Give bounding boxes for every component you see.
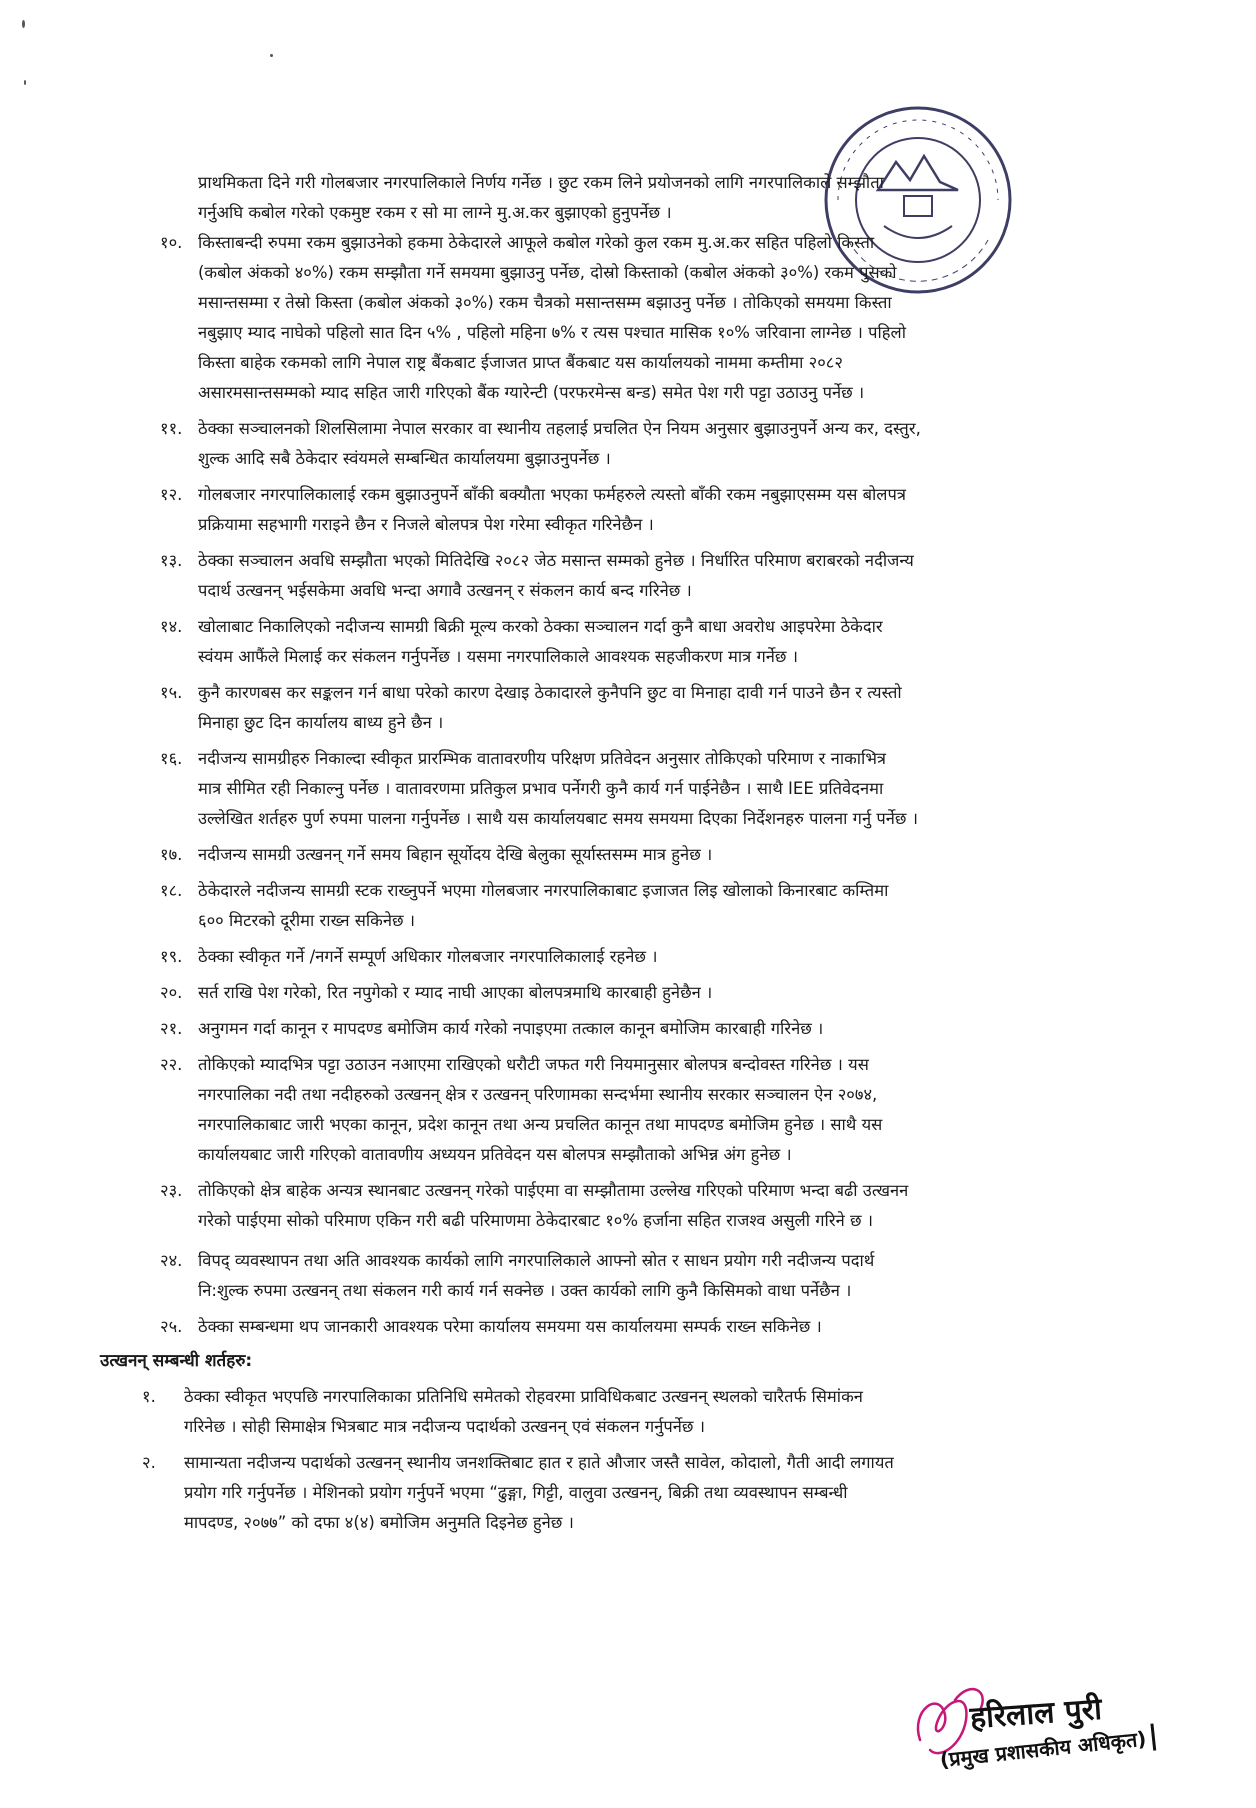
text-line: मात्र सीमित रही निकाल्नु पर्नेछ । वातावरणमा प्रतिकुल प्रभाव पर्नेगरी कुनै कार्य गर्न पाईनेछैन । साथै IEE प्रतिवेदनमा — [198, 779, 884, 798]
item-number: २३. — [160, 1181, 183, 1200]
text-line: नदीजन्य सामग्रीहरु निकाल्दा स्वीकृत प्रारम्भिक वातावरणीय परिक्षण प्रतिवेदन अनुसार तोकिएको परिमाण र नाकाभित्र — [198, 749, 887, 768]
text-line: असारमसान्तसम्मको म्याद सहित जारी गरिएको बैंक ग्यारेन्टी (परफरमेन्स बन्ड) समेत पेश गरी पट्टा उठाउनु पर्नेछ । — [198, 383, 865, 402]
item-number: १५. — [160, 683, 183, 702]
text-line: मिनाहा छुट दिन कार्यालय बाध्य हुने छैन । — [198, 713, 444, 732]
text-line: नगरपालिका नदी तथा नदीहरुको उत्खनन् क्षेत्र र उत्खनन् परिणामका सन्दर्भमा स्थानीय सरकार सञ्चालन ऐन २०७४, — [198, 1085, 878, 1104]
item-number: २१. — [160, 1019, 183, 1038]
item-number: १. — [142, 1387, 156, 1406]
list-item — [100, 678, 1108, 738]
text-line: ठेक्का सञ्चालनको शिलसिलामा नेपाल सरकार वा स्थानीय तहलाई प्रचलित ऐन नियम अनुसार बुझाउनुपर्ने अन्य कर, दस्तुर, — [198, 419, 921, 438]
item-number: १६. — [160, 749, 183, 768]
text-line: मापदण्ड, २०७७” को दफा ४(४) बमोजिम अनुमति दिइनेछ हुनेछ । — [184, 1513, 574, 1532]
text-line: कार्यालयबाट जारी गरिएको वातावणीय अध्ययन प्रतिवेदन यस बोलपत्र सम्झौताको अभिन्न अंग हुनेछ । — [198, 1145, 792, 1164]
text-line: ठेकेदारले नदीजन्य सामग्री स्टक राख्नुपर्ने भएमा गोलबजार नगरपालिकाबाट इजाजत लिइ खोलाको किनारबाट कम्तिमा — [198, 881, 889, 900]
text-line: ६०० मिटरको दूरीमा राख्न सकिनेछ । — [198, 911, 416, 930]
text-line: ठेक्का सम्बन्धमा थप जानकारी आवश्यक परेमा कार्यालय समयमा यस कार्यालयमा सम्पर्क राख्न सकिनेछ । — [198, 1317, 822, 1336]
text-line: प्रक्रियामा सहभागी गराइने छैन र निजले बोलपत्र पेश गरेमा स्वीकृत गरिनेछैन । — [198, 515, 654, 534]
signatory-title: (प्रमुख प्रशासकीय अधिकृत) — [939, 1723, 1157, 1772]
list-item — [100, 1014, 1108, 1044]
item-number: १२. — [160, 485, 183, 504]
signatory-name: हरिलाल पुरी — [968, 1691, 1103, 1736]
text-line: ठेक्का सञ्चालन अवधि सम्झौता भएको मितिदेखि २०८२ जेठ मसान्त सम्मको हुनेछ । निर्धारित परिमाण बराबरको नदीजन्य — [198, 551, 914, 570]
text-line: गरेको पाईएमा सोको परिमाण एकिन गरी बढी परिमाणमा ठेकेदारबाट १०% हर्जाना सहित राजश्व असुली गरिने छ । — [198, 1211, 874, 1230]
list-item — [100, 414, 1108, 474]
item-number: २२. — [160, 1055, 183, 1074]
item-number: २५. — [160, 1317, 183, 1336]
scan-speck — [24, 80, 26, 85]
text-line: उल्लेखित शर्तहरु पुर्ण रुपमा पालना गर्नुपर्नेछ । साथै यस कार्यालयबाट समय समयमा दिएका निर्देशनहरु पालना गर्नु पर्नेछ । — [198, 809, 918, 828]
text-line: खोलाबाट निकालिएको नदीजन्य सामग्री बिक्री मूल्य करको ठेक्का सञ्चालन गर्दा कुनै बाधा अवरोध आइपरेमा ठेकेदार — [198, 617, 883, 636]
text-line: अनुगमन गर्दा कानून र मापदण्ड बमोजिम कार्य गरेको नपाइएमा तत्काल कानून बमोजिम कारबाही गरिनेछ । — [198, 1019, 824, 1038]
item-number: १३. — [160, 551, 183, 570]
item-number: १४. — [160, 617, 183, 636]
list-item — [100, 978, 1108, 1008]
list-item — [100, 744, 1108, 834]
section-heading: उत्खनन् सम्बन्धी शर्तहरु: — [100, 1351, 253, 1371]
text-line: प्राथमिकता दिने गरी गोलबजार नगरपालिकाले निर्णय गर्नेछ । छुट रकम लिने प्रयोजनको लागि नगरपालिकाले सम्झौता — [198, 173, 884, 192]
scan-speck — [270, 54, 273, 57]
list-item — [100, 1050, 1108, 1170]
item-number: २४. — [160, 1251, 183, 1270]
document-body — [100, 168, 1108, 1538]
item-number: ११. — [160, 419, 183, 438]
text-line: सामान्यता नदीजन्य पदार्थको उत्खनन् स्थानीय जनशक्तिबाट हात र हाते औजार जस्तै सावेल, कोदालो, गैती आदी लगायत — [184, 1453, 894, 1472]
text-line: मसान्तसम्मा र तेस्रो किस्ता (कबोल अंकको ३०%) रकम चैत्रको मसान्तसम्म बझाउनु पर्नेछ । तोकिएको समयमा किस्ता — [198, 293, 892, 312]
signature-block — [860, 1660, 1190, 1790]
list-item — [100, 876, 1108, 936]
text-line: विपद् व्यवस्थापन तथा अति आवश्यक कार्यको लागि नगरपालिकाले आफ्नो स्रोत र साधन प्रयोग गरी नदीजन्य पदार्थ — [198, 1251, 875, 1270]
text-line: नदीजन्य सामग्री उत्खनन् गर्ने समय बिहान सूर्योदय देखि बेलुका सूर्यास्तसम्म मात्र हुनेछ । — [198, 845, 713, 864]
text-line: नगरपालिकाबाट जारी भएका कानून, प्रदेश कानून तथा अन्य प्रचलित कानून तथा मापदण्ड बमोजिम हुनेछ । साथै यस — [198, 1115, 883, 1134]
list-item — [100, 1246, 1108, 1306]
text-line: गर्नुअघि कबोल गरेको एकमुष्ट रकम र सो मा लाग्ने मु.अ.कर बुझाएको हुनुपर्नेछ । — [198, 203, 672, 222]
text-line: कुनै कारणबस कर सङ्कलन गर्न बाधा परेको कारण देखाइ ठेकादारले कुनैपनि छुट वा मिनाहा दावी गर्न पाउने छैन र त्यस्तो — [198, 683, 902, 702]
text-line: तोकिएको क्षेत्र बाहेक अन्यत्र स्थानबाट उत्खनन् गरेको पाईएमा वा सम्झौतामा उल्लेख गरिएको परिमाण भन्दा बढी उत्खनन — [198, 1181, 909, 1200]
text-line: प्रयोग गरि गर्नुपर्नेछ । मेशिनको प्रयोग गर्नुपर्ने भएमा “ढुङ्गा, गिट्टी, वालुवा उत्खनन्, बिक्री तथा व्यवस्थापन सम्बन्धी — [184, 1483, 848, 1502]
list-item — [100, 1382, 1108, 1442]
list-item — [100, 1176, 1108, 1236]
list-item — [100, 1312, 1108, 1342]
text-line: नबुझाए म्याद नाघेको पहिलो सात दिन ५% , पहिलो महिना ७% र त्यस पश्चात मासिक १०% जरिवाना लाग्नेछ । पहिलो — [198, 323, 907, 342]
item-number: १८. — [160, 881, 183, 900]
text-line: सर्त राखि पेश गरेको, रित नपुगेको र म्याद नाघी आएका बोलपत्रमाथि कारबाही हुनेछैन । — [198, 983, 713, 1002]
item-number: २. — [142, 1453, 156, 1472]
text-line: पदार्थ उत्खनन् भईसकेमा अवधि भन्दा अगावै उत्खनन् र संकलन कार्य बन्द गरिनेछ । — [198, 581, 692, 600]
list-item — [100, 1448, 1108, 1538]
item-number: १७. — [160, 845, 183, 864]
item-number: १९. — [160, 947, 183, 966]
text-line: किस्ता बाहेक रकमको लागि नेपाल राष्ट्र बैंकबाट ईजाजत प्राप्त बैंकबाट यस कार्यालयको नाममा कम्तीमा २०८२ — [198, 353, 843, 372]
list-item — [100, 612, 1108, 672]
text-line: ठेक्का स्वीकृत गर्ने /नगर्ने सम्पूर्ण अधिकार गोलबजार नगरपालिकालाई रहनेछ । — [198, 947, 658, 966]
text-line: किस्ताबन्दी रुपमा रकम बुझाउनेको हकमा ठेकेदारले आफूले कबोल गरेको कुल रकम मु.अ.कर सहित पहिलो किस्ता — [198, 233, 875, 252]
list-item — [100, 228, 1108, 408]
intro-continuation — [100, 168, 1108, 228]
text-line: गोलबजार नगरपालिकालाई रकम बुझाउनुपर्ने बाँकी बक्यौता भएका फर्महरुले त्यस्तो बाँकी रकम नबुझाएसम्म यस बोलपत्र — [198, 485, 906, 504]
text-line: नि:शुल्क रुपमा उत्खनन् तथा संकलन गरी कार्य गर्न सक्नेछ । उक्त कार्यको लागि कुनै किसिमको वाधा पर्नेछैन । — [198, 1281, 852, 1300]
text-line: गरिनेछ । सोही सिमाक्षेत्र भित्रबाट मात्र नदीजन्य पदार्थको उत्खनन् एवं संकलन गर्नुपर्नेछ । — [184, 1417, 705, 1436]
list-item — [100, 942, 1108, 972]
text-line: ठेक्का स्वीकृत भएपछि नगरपालिकाका प्रतिनिधि समेतको रोहवरमा प्राविधिकबाट उत्खनन् स्थलको चारैतर्फ सिमांकन — [184, 1387, 863, 1406]
list-item — [100, 840, 1108, 870]
text-line: शुल्क आदि सबै ठेकेदार स्वंयमले सम्बन्धित कार्यालयमा बुझाउनुपर्नेछ । — [198, 449, 611, 468]
list-item — [100, 480, 1108, 540]
list-item — [100, 546, 1108, 606]
text-line: (कबोल अंकको ४०%) रकम सम्झौता गर्ने समयमा बुझाउनु पर्नेछ, दोस्रो किस्ताको (कबोल अंकको ३०%) रकम पुसको — [198, 263, 897, 282]
item-number: १०. — [160, 233, 183, 252]
scan-speck — [22, 20, 25, 28]
text-line: तोकिएको म्यादभित्र पट्टा उठाउन नआएमा राखिएको धरौटी जफत गरी नियमानुसार बोलपत्र बन्दोवस्त गरिनेछ । यस — [198, 1055, 869, 1074]
text-line: स्वंयम आफैंले मिलाई कर संकलन गर्नुपर्नेछ । यसमा नगरपालिकाले आवश्यक सहजीकरण मात्र गर्नेछ । — [198, 647, 798, 666]
item-number: २०. — [160, 983, 183, 1002]
